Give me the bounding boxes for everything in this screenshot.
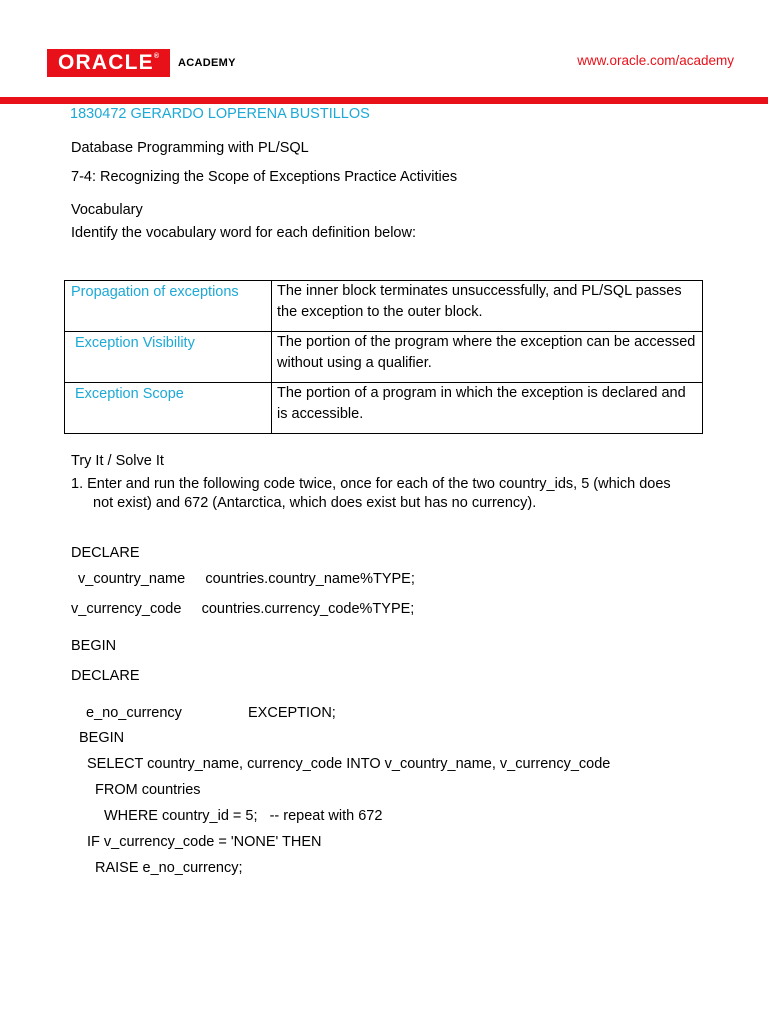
- vocabulary-heading: Vocabulary: [71, 202, 143, 218]
- vocab-term: Exception Scope: [65, 383, 272, 434]
- code-line: v_country_name countries.country_name%TYPE;: [78, 571, 415, 587]
- code-line: BEGIN: [71, 638, 117, 654]
- logo-text: ORACLE: [57, 51, 154, 74]
- student-line: 1830472 GERARDO LOPERENA BUSTILLOS: [70, 106, 370, 122]
- vocab-term: Propagation of exceptions: [65, 281, 272, 332]
- academy-url-link[interactable]: www.oracle.com/academy: [577, 53, 734, 68]
- vocab-definition: The portion of a program in which the exception is declared and is accessible.: [272, 383, 703, 434]
- try-it-heading: Try It / Solve It: [71, 453, 164, 469]
- course-title: Database Programming with PL/SQL: [71, 140, 309, 156]
- question-1-line-1: 1. Enter and run the following code twice, once for each of the two country_ids, 5 (which does: [71, 476, 671, 492]
- lesson-title: 7-4: Recognizing the Scope of Exceptions Practice Activities: [71, 169, 458, 185]
- vocabulary-table: [64, 280, 703, 434]
- code-line: DECLARE: [71, 668, 140, 684]
- table-row: [65, 281, 703, 332]
- code-line: DECLARE: [71, 545, 140, 561]
- code-line: IF v_currency_code = 'NONE' THEN: [87, 834, 322, 850]
- vocabulary-instruction: Identify the vocabulary word for each definition below:: [71, 225, 416, 241]
- oracle-logo: [47, 49, 170, 77]
- table-row: [65, 383, 703, 434]
- question-1-line-2: not exist) and 672 (Antarctica, which does exist but has no currency).: [93, 495, 537, 511]
- code-line: BEGIN: [79, 730, 125, 746]
- code-line: FROM countries: [95, 782, 201, 798]
- academy-label: ACADEMY: [178, 57, 236, 69]
- table-row: [65, 332, 703, 383]
- code-line: SELECT country_name, currency_code INTO v_country_name, v_currency_code: [87, 756, 611, 772]
- vocab-definition: The portion of the program where the exception can be accessed without using a qualifier.: [272, 332, 703, 383]
- code-line: RAISE e_no_currency;: [95, 860, 243, 876]
- vocab-term: Exception Visibility: [65, 332, 272, 383]
- header-divider: [0, 97, 768, 104]
- code-line: v_currency_code countries.currency_code%TYPE;: [71, 601, 415, 617]
- code-line: WHERE country_id = 5; -- repeat with 672: [104, 808, 383, 824]
- logo-registered-mark: ®: [153, 53, 160, 60]
- code-line: e_no_currency: [86, 705, 182, 721]
- code-line: EXCEPTION;: [248, 705, 336, 721]
- vocab-definition: The inner block terminates unsuccessfully, and PL/SQL passes the exception to the outer block.: [272, 281, 703, 332]
